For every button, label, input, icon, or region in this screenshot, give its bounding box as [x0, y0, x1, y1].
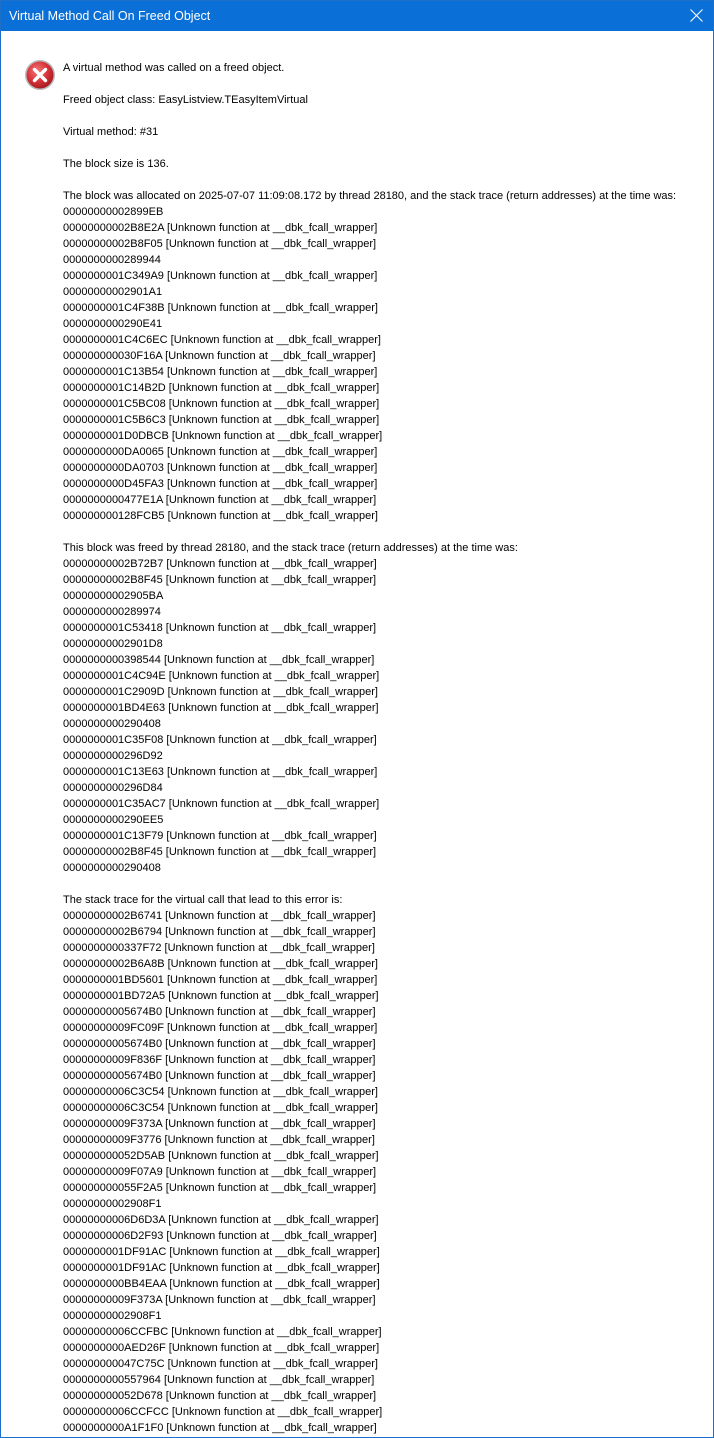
trace-line: 0000000000290408	[63, 862, 161, 874]
call-header: The stack trace for the virtual call that lead to this error is:	[63, 894, 343, 906]
trace-line: 00000000006D2F93 [Unknown function at __dbk_fcall_wrapper]	[63, 1230, 377, 1242]
trace-line: 0000000001C35AC7 [Unknown function at __dbk_fcall_wrapper]	[63, 798, 380, 810]
trace-line: 0000000001C4C6EC [Unknown function at __dbk_fcall_wrapper]	[63, 334, 381, 346]
trace-line: 0000000000A1F1F0 [Unknown function at __dbk_fcall_wrapper]	[63, 1422, 377, 1434]
trace-line: 0000000000AED26F [Unknown function at __dbk_fcall_wrapper]	[63, 1342, 380, 1354]
trace-line: 0000000001C2909D [Unknown function at __dbk_fcall_wrapper]	[63, 686, 378, 698]
trace-line: 000000000052D5AB [Unknown function at __dbk_fcall_wrapper]	[63, 1150, 379, 1162]
trace-line: 000000000055F2A5 [Unknown function at __dbk_fcall_wrapper]	[63, 1182, 377, 1194]
trace-line: 00000000002B72B7 [Unknown function at __dbk_fcall_wrapper]	[63, 558, 377, 570]
trace-line: 0000000001C13F79 [Unknown function at __dbk_fcall_wrapper]	[63, 830, 377, 842]
trace-line: 00000000009F836F [Unknown function at __dbk_fcall_wrapper]	[63, 1054, 376, 1066]
trace-line: 00000000002899EB	[63, 206, 164, 218]
trace-line: 00000000009F373A [Unknown function at __dbk_fcall_wrapper]	[63, 1294, 376, 1306]
window-title: Virtual Method Call On Freed Object	[9, 9, 211, 23]
trace-line: 000000000052D678 [Unknown function at __dbk_fcall_wrapper]	[63, 1390, 377, 1402]
trace-line: 0000000001C35F08 [Unknown function at __dbk_fcall_wrapper]	[63, 734, 377, 746]
freed-stack-trace	[63, 556, 703, 876]
trace-line: 0000000001BD5601 [Unknown function at __dbk_fcall_wrapper]	[63, 974, 378, 986]
trace-line: 00000000002908F1	[63, 1198, 162, 1210]
close-button[interactable]	[679, 1, 713, 31]
alloc-stack-trace	[63, 204, 703, 524]
trace-line: 00000000002B6741 [Unknown function at __dbk_fcall_wrapper]	[63, 910, 376, 922]
message-body	[63, 60, 703, 1436]
trace-line: 00000000002B6A8B [Unknown function at __dbk_fcall_wrapper]	[63, 958, 378, 970]
trace-line: 00000000002B6794 [Unknown function at __dbk_fcall_wrapper]	[63, 926, 376, 938]
trace-line: 0000000001C14B2D [Unknown function at __dbk_fcall_wrapper]	[63, 382, 380, 394]
trace-line: 00000000002B8F45 [Unknown function at __dbk_fcall_wrapper]	[63, 846, 377, 858]
trace-line: 0000000000337F72 [Unknown function at __dbk_fcall_wrapper]	[63, 942, 375, 954]
trace-line: 0000000000289974	[63, 606, 161, 618]
trace-line: 00000000002901A1	[63, 286, 163, 298]
trace-line: 00000000009F07A9 [Unknown function at __dbk_fcall_wrapper]	[63, 1166, 377, 1178]
trace-line: 00000000005674B0 [Unknown function at __dbk_fcall_wrapper]	[63, 1070, 376, 1082]
trace-line: 0000000001C4F38B [Unknown function at __dbk_fcall_wrapper]	[63, 302, 378, 314]
trace-line: 00000000006C3C54 [Unknown function at __dbk_fcall_wrapper]	[63, 1086, 378, 1098]
virtual-method-line: Virtual method: #31	[63, 126, 159, 138]
freed-class-line: Freed object class: EasyListview.TEasyItemVirtual	[63, 94, 308, 106]
trace-line: 000000000030F16A [Unknown function at __dbk_fcall_wrapper]	[63, 350, 376, 362]
trace-line: 00000000002B8E2A [Unknown function at __dbk_fcall_wrapper]	[63, 222, 378, 234]
trace-line: 00000000006D6D3A [Unknown function at __dbk_fcall_wrapper]	[63, 1214, 379, 1226]
trace-line: 000000000128FCB5 [Unknown function at __dbk_fcall_wrapper]	[63, 510, 378, 522]
trace-line: 0000000000557964 [Unknown function at __dbk_fcall_wrapper]	[63, 1374, 375, 1386]
trace-line: 0000000000290408	[63, 718, 161, 730]
trace-line: 00000000005674B0 [Unknown function at __dbk_fcall_wrapper]	[63, 1038, 376, 1050]
error-icon	[24, 59, 56, 91]
freed-header: This block was freed by thread 28180, and the stack trace (return addresses) at the time was:	[63, 542, 518, 554]
trace-line: 0000000001C4C94E [Unknown function at __dbk_fcall_wrapper]	[63, 670, 380, 682]
trace-line: 0000000001C349A9 [Unknown function at __dbk_fcall_wrapper]	[63, 270, 378, 282]
close-icon	[690, 9, 703, 22]
trace-line: 00000000009F3776 [Unknown function at __dbk_fcall_wrapper]	[63, 1134, 375, 1146]
title-bar[interactable]	[1, 1, 713, 31]
trace-line: 0000000000D45FA3 [Unknown function at __dbk_fcall_wrapper]	[63, 478, 378, 490]
block-size-line: The block size is 136.	[63, 158, 169, 170]
trace-line: 0000000001D0DBCB [Unknown function at __dbk_fcall_wrapper]	[63, 430, 383, 442]
call-stack-trace	[63, 908, 703, 1436]
trace-line: 0000000001C5BC08 [Unknown function at __dbk_fcall_wrapper]	[63, 398, 380, 410]
trace-line: 00000000002905BA	[63, 590, 164, 602]
trace-line: 0000000001DF91AC [Unknown function at __dbk_fcall_wrapper]	[63, 1246, 380, 1258]
trace-line: 0000000000289944	[63, 254, 161, 266]
trace-line: 00000000006CCFBC [Unknown function at __dbk_fcall_wrapper]	[63, 1326, 382, 1338]
message-line: A virtual method was called on a freed object.	[63, 62, 285, 74]
trace-line: 00000000002908F1	[63, 1310, 162, 1322]
trace-line: 0000000001C5B6C3 [Unknown function at __dbk_fcall_wrapper]	[63, 414, 380, 426]
trace-line: 00000000005674B0 [Unknown function at __dbk_fcall_wrapper]	[63, 1006, 376, 1018]
trace-line: 0000000001DF91AC [Unknown function at __dbk_fcall_wrapper]	[63, 1262, 380, 1274]
trace-line: 00000000006CCFCC [Unknown function at __dbk_fcall_wrapper]	[63, 1406, 383, 1418]
trace-line: 0000000000290EE5	[63, 814, 164, 826]
trace-line: 0000000000477E1A [Unknown function at __dbk_fcall_wrapper]	[63, 494, 377, 506]
alloc-header: The block was allocated on 2025-07-07 11:09:08.172 by thread 28180, and the stack trace (return addresses) at the time was:	[63, 190, 677, 202]
trace-line: 0000000000DA0065 [Unknown function at __dbk_fcall_wrapper]	[63, 446, 378, 458]
trace-line: 00000000002B8F45 [Unknown function at __dbk_fcall_wrapper]	[63, 574, 377, 586]
trace-line: 0000000001C53418 [Unknown function at __dbk_fcall_wrapper]	[63, 622, 377, 634]
trace-line: 0000000000296D84	[63, 782, 163, 794]
trace-line: 0000000001BD4E63 [Unknown function at __dbk_fcall_wrapper]	[63, 702, 379, 714]
trace-line: 0000000000296D92	[63, 750, 163, 762]
trace-line: 0000000000BB4EAA [Unknown function at __dbk_fcall_wrapper]	[63, 1278, 380, 1290]
trace-line: 00000000006C3C54 [Unknown function at __dbk_fcall_wrapper]	[63, 1102, 378, 1114]
trace-line: 00000000002901D8	[63, 638, 163, 650]
trace-line: 00000000002B8F05 [Unknown function at __dbk_fcall_wrapper]	[63, 238, 377, 250]
trace-line: 00000000009F373A [Unknown function at __dbk_fcall_wrapper]	[63, 1118, 376, 1130]
trace-line: 0000000000290E41	[63, 318, 163, 330]
trace-line: 0000000001BD72A5 [Unknown function at __dbk_fcall_wrapper]	[63, 990, 379, 1002]
trace-line: 000000000047C75C [Unknown function at __dbk_fcall_wrapper]	[63, 1358, 378, 1370]
trace-line: 0000000001C13B54 [Unknown function at __dbk_fcall_wrapper]	[63, 366, 378, 378]
trace-line: 0000000001C13E63 [Unknown function at __dbk_fcall_wrapper]	[63, 766, 378, 778]
trace-line: 0000000000DA0703 [Unknown function at __dbk_fcall_wrapper]	[63, 462, 378, 474]
trace-line: 00000000009FC09F [Unknown function at __dbk_fcall_wrapper]	[63, 1022, 378, 1034]
trace-line: 0000000000398544 [Unknown function at __dbk_fcall_wrapper]	[63, 654, 375, 666]
